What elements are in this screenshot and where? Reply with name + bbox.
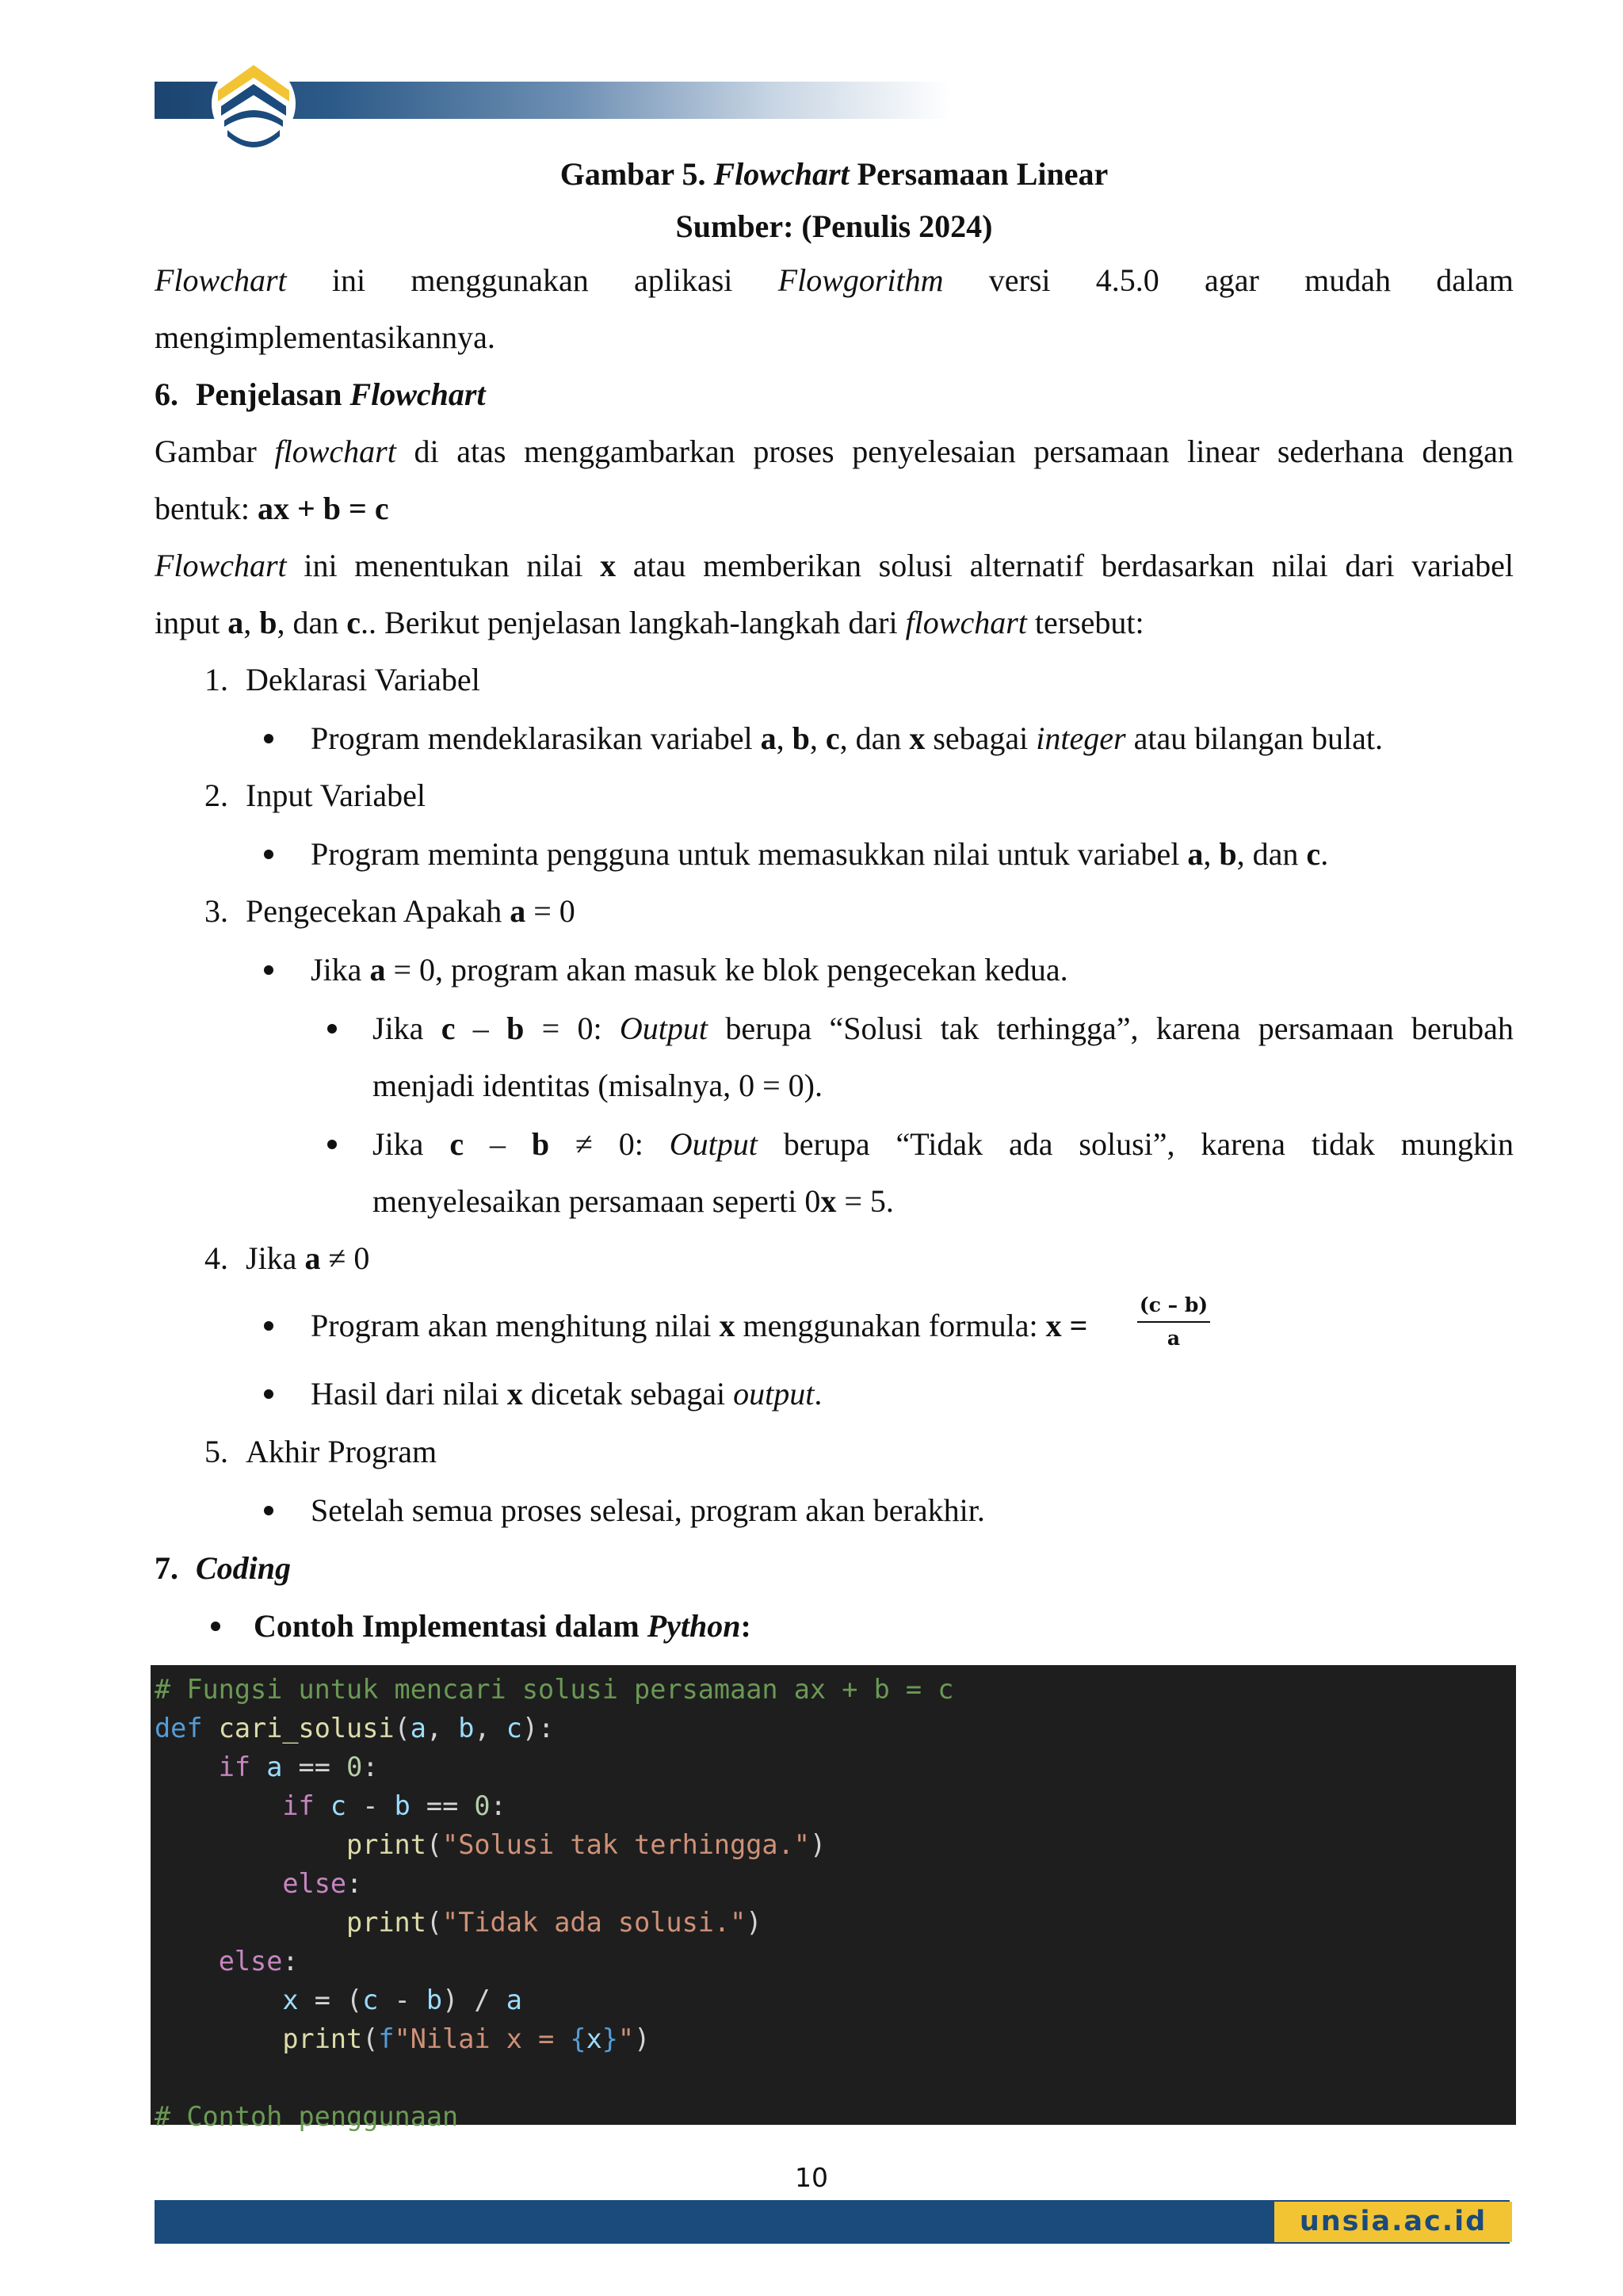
p2-text: input — [155, 605, 228, 640]
code-keyword: def — [155, 1713, 203, 1744]
sub-word: Output — [619, 1010, 708, 1046]
bullet-text: Jika — [311, 952, 370, 988]
p2-word: nilai — [526, 548, 583, 583]
var-x: x — [820, 1183, 837, 1219]
p2-word: variabel — [1411, 548, 1514, 583]
bullet-text: Program mendeklarasikan variabel — [311, 720, 761, 756]
intro-word: Flowgorithm — [777, 262, 944, 298]
step-title: Akhir Program — [246, 1434, 437, 1469]
var-c: c — [346, 605, 361, 640]
sub-word: b — [531, 1126, 550, 1162]
bullet-text: , — [1203, 836, 1220, 872]
bullet-icon — [264, 965, 273, 975]
bullet-text: , dan — [1236, 836, 1307, 872]
p2-italic: flowchart — [905, 605, 1027, 640]
p2-word: Flowchart — [155, 548, 287, 583]
sub-word: persamaan — [1258, 1010, 1394, 1046]
p2-word: alternatif — [969, 548, 1085, 583]
intro-word: agar — [1205, 262, 1259, 298]
footer-website: unsia.ac.id — [1274, 2202, 1512, 2242]
sub-word: “Solusi — [829, 1010, 923, 1046]
section-title: Penjelasan — [196, 376, 350, 412]
code-line-2: def cari_solusi(a, b, c): — [155, 1713, 555, 1744]
var-a: a — [304, 1240, 321, 1276]
step-1-heading — [204, 659, 480, 701]
code-var: c — [330, 1790, 347, 1821]
step-5-bullet: Setelah semua proses selesai, program akan berakhir. — [311, 1492, 985, 1528]
bullet-text: Hasil dari nilai — [311, 1376, 507, 1412]
bullet-text: atau bilangan bulat. — [1125, 720, 1383, 756]
step-2-heading — [204, 775, 426, 816]
code-function: print — [282, 2023, 363, 2054]
code-var: c — [362, 1985, 379, 2015]
code-function: print — [346, 1829, 426, 1860]
step-title: = 0 — [525, 893, 575, 929]
sub-word: 0: — [577, 1010, 602, 1046]
step-3-heading — [204, 891, 575, 932]
var-c: c — [1306, 836, 1321, 872]
sub-word: – — [472, 1010, 489, 1046]
code-keyword: if — [282, 1790, 315, 1821]
sub-word: ada — [1009, 1126, 1053, 1162]
intro-line-1 — [155, 260, 1514, 301]
sub-text: = 5. — [836, 1183, 894, 1219]
sub-word: terhingga”, — [996, 1010, 1139, 1046]
p1-word: persamaan — [1033, 434, 1170, 469]
step-2-bullet — [311, 834, 1328, 875]
code-keyword: else — [282, 1868, 347, 1899]
sub-word: berupa — [725, 1010, 812, 1046]
paragraph-1-line-1 — [155, 431, 1514, 472]
var-a: a — [227, 605, 244, 640]
bullet-text: , — [776, 720, 792, 756]
section-7-bullet — [254, 1606, 751, 1647]
code-fstring-prefix: f — [378, 2023, 395, 2054]
step-3-sub-2-line-2 — [372, 1181, 894, 1222]
page-number: 10 — [795, 2162, 828, 2193]
step-4-bullet-2 — [311, 1373, 822, 1415]
p1-word: sederhana — [1277, 434, 1404, 469]
sub-word: mungkin — [1400, 1126, 1514, 1162]
step-4-heading — [204, 1238, 369, 1279]
intro-word: mudah — [1304, 262, 1391, 298]
bullet-italic: integer — [1036, 720, 1126, 756]
bullet-text: . — [814, 1376, 823, 1412]
bullet-icon — [327, 1140, 337, 1149]
sub-word: tak — [940, 1010, 980, 1046]
step-3-sub-1-line-1 — [372, 1008, 1514, 1049]
code-line-4: if c - b == 0: — [282, 1790, 506, 1821]
step-title: Jika — [246, 1240, 305, 1276]
p2-word: menentukan — [354, 548, 510, 583]
code-var: a — [266, 1752, 283, 1782]
sub-word: Output — [669, 1126, 758, 1162]
step-number: 2. — [204, 777, 228, 813]
p2-text: , — [243, 605, 260, 640]
step-1-bullet — [311, 718, 1383, 759]
source-text: Sumber: (Penulis 2024) — [675, 208, 993, 244]
formula-fraction — [1137, 1292, 1210, 1350]
figure-caption — [155, 154, 1514, 195]
sub-word: Jika — [372, 1010, 424, 1046]
bullet-icon — [211, 1622, 220, 1631]
bullet-icon — [327, 1024, 337, 1033]
p2-word: berdasarkan — [1101, 548, 1254, 583]
var-a: a — [510, 893, 526, 929]
p1-word: di — [414, 434, 439, 469]
p1-word: atas — [456, 434, 506, 469]
fraction-denominator: a — [1167, 1327, 1181, 1350]
paragraph-1-line-2 — [155, 488, 1514, 529]
p1-word: linear — [1187, 434, 1260, 469]
code-param: b — [458, 1713, 475, 1744]
sub-word: c — [441, 1010, 456, 1046]
sub-word: – — [489, 1126, 506, 1162]
step-number: 1. — [204, 662, 228, 697]
sub-word: karena — [1155, 1010, 1241, 1046]
p2-text: tersebut: — [1026, 605, 1144, 640]
code-string: "Nilai x = — [394, 2023, 571, 2054]
code-line-5: print("Solusi tak terhingga.") — [346, 1829, 827, 1860]
bullet-text: = 0, program akan masuk ke blok pengecekan kedua. — [385, 952, 1068, 988]
sub-word: c — [449, 1126, 464, 1162]
caption-italic: Flowchart — [713, 156, 850, 192]
code-line-3: if a == 0: — [218, 1752, 379, 1782]
code-line-12 — [155, 2097, 458, 2136]
var-x: x — [909, 720, 926, 756]
fraction-numerator: (c – b) — [1139, 1293, 1209, 1316]
bullet-italic: output — [733, 1376, 815, 1412]
code-param: a — [410, 1713, 426, 1744]
university-logo-icon — [210, 60, 297, 147]
sub-word: “Tidak — [896, 1126, 983, 1162]
code-string: "Tidak ada solusi." — [442, 1907, 747, 1938]
sub-word: b — [506, 1010, 525, 1046]
p2-word: solusi — [878, 548, 953, 583]
section-7-heading — [155, 1548, 1514, 1589]
formula-lhs: x = — [1045, 1308, 1088, 1343]
step-3-sub-1-line-2: menjadi identitas (misalnya, 0 = 0). — [372, 1068, 823, 1103]
step-title: Pengecekan Apakah — [246, 893, 510, 929]
step-title: Input Variabel — [246, 777, 426, 813]
p1-word: proses — [753, 434, 834, 469]
var-c: c — [825, 720, 840, 756]
bullet-icon — [264, 850, 273, 859]
p2-text: .. Berikut penjelasan langkah-langkah dari — [361, 605, 906, 640]
code-number: 0 — [346, 1752, 363, 1782]
figure-source — [155, 206, 1514, 247]
p2-word: ini — [304, 548, 338, 583]
code-comment: # Contoh penggunaan — [155, 2101, 459, 2132]
intro-word: ini — [331, 262, 366, 298]
var-x: x — [719, 1308, 735, 1343]
step-3-bullet — [311, 949, 1068, 991]
code-function: print — [346, 1907, 426, 1938]
p1-word: Gambar — [155, 434, 257, 469]
code-line-10: print(f"Nilai x = {x}") — [282, 2023, 651, 2054]
code-var: a — [506, 1985, 522, 2015]
step-number: 5. — [204, 1434, 228, 1469]
code-string: " — [617, 2023, 635, 2054]
bullet-icon — [264, 1321, 273, 1331]
intro-word: dalam — [1436, 262, 1514, 298]
paragraph-2-line-2 — [155, 602, 1514, 644]
code-var: b — [394, 1790, 411, 1821]
var-a: a — [1187, 836, 1204, 872]
step-number: 4. — [204, 1240, 228, 1276]
bullet-icon — [264, 734, 273, 743]
sub-text: menyelesaikan persamaan seperti 0 — [372, 1183, 821, 1219]
code-line-6: else: — [282, 1868, 363, 1899]
step-number: 3. — [204, 893, 228, 929]
sub-word: solusi”, — [1079, 1126, 1175, 1162]
caption-prefix: Gambar 5. — [559, 156, 714, 192]
intro-word: 4.5.0 — [1095, 262, 1159, 298]
code-line-7: print("Tidak ada solusi.") — [346, 1907, 762, 1938]
var-b: b — [792, 720, 810, 756]
code-comment: # Fungsi untuk mencari solusi persamaan ax + b = c — [155, 1674, 954, 1705]
sub-word: berubah — [1411, 1010, 1514, 1046]
bullet-text: sebagai — [925, 720, 1037, 756]
p2-word: dari — [1345, 548, 1395, 583]
code-line-9: x = (c - b) / a — [282, 1985, 522, 2015]
fraction-bar — [1137, 1321, 1210, 1323]
code-string: "Solusi tak terhingga." — [442, 1829, 810, 1860]
code-line-8: else: — [218, 1946, 299, 1977]
sub-word: berupa — [783, 1126, 870, 1162]
code-number: 0 — [474, 1790, 491, 1821]
bullet-text: Contoh Implementasi dalam — [254, 1608, 647, 1644]
sub-word: tidak — [1311, 1126, 1375, 1162]
paragraph-2-line-1 — [155, 545, 1514, 586]
code-line-1 — [155, 1670, 953, 1709]
code-keyword: if — [218, 1752, 251, 1782]
bullet-text: , — [809, 720, 826, 756]
step-5-heading — [204, 1431, 437, 1473]
equation-text: ax + b = c — [257, 491, 389, 526]
code-param: c — [506, 1713, 522, 1744]
bullet-text: Program meminta pengguna untuk memasukkan nilai untuk variabel — [311, 836, 1188, 872]
bullet-text: Program akan menghitung nilai — [311, 1308, 720, 1343]
intro-word: menggunakan — [411, 262, 589, 298]
bullet-text: , dan — [839, 720, 910, 756]
p1-text: bentuk: — [155, 491, 258, 526]
code-var: x — [586, 2023, 602, 2054]
intro-word: Flowchart — [155, 262, 287, 298]
bullet-icon — [264, 1389, 273, 1399]
p1-word: flowchart — [274, 434, 396, 469]
p2-word: x — [600, 548, 617, 583]
p2-word: nilai — [1271, 548, 1328, 583]
step-title: ≠ 0 — [320, 1240, 370, 1276]
var-b: b — [259, 605, 277, 640]
bullet-text: dicetak sebagai — [522, 1376, 734, 1412]
step-3-sub-2-line-1 — [372, 1124, 1514, 1165]
p1-word: menggambarkan — [524, 434, 735, 469]
var-a: a — [760, 720, 777, 756]
section-number: 7. — [155, 1550, 178, 1586]
p2-text: , dan — [277, 605, 347, 640]
p2-word: memberikan — [703, 548, 861, 583]
sub-word: ≠ — [575, 1126, 593, 1162]
code-function: cari_solusi — [218, 1713, 395, 1744]
section-6-heading — [155, 374, 1514, 415]
bullet-italic: Python — [647, 1608, 741, 1644]
p1-word: dengan — [1422, 434, 1514, 469]
bullet-icon — [264, 1506, 273, 1515]
section-title-italic: Flowchart — [349, 376, 486, 412]
var-a: a — [369, 952, 386, 988]
var-b: b — [1219, 836, 1237, 872]
bullet-text: : — [740, 1608, 751, 1644]
intro-line-2: mengimplementasikannya. — [155, 319, 495, 355]
intro-word: aplikasi — [633, 262, 733, 298]
bullet-text: menggunakan formula: — [735, 1308, 1046, 1343]
var-x: x — [506, 1376, 523, 1412]
step-4-bullet-1 — [311, 1305, 1087, 1347]
section-number: 6. — [155, 376, 178, 412]
sub-word: karena — [1201, 1126, 1285, 1162]
sub-word: Jika — [372, 1126, 424, 1162]
sub-word: 0: — [618, 1126, 643, 1162]
caption-suffix: Persamaan Linear — [849, 156, 1109, 192]
step-title: Deklarasi Variabel — [246, 662, 480, 697]
p1-word: penyelesaian — [852, 434, 1016, 469]
code-keyword: else — [218, 1946, 283, 1977]
section-title: Coding — [196, 1550, 292, 1586]
p2-word: atau — [632, 548, 686, 583]
sub-word: = — [541, 1010, 560, 1046]
code-var: b — [426, 1985, 443, 2015]
intro-word: versi — [988, 262, 1051, 298]
code-var: x — [282, 1985, 299, 2015]
bullet-text: . — [1320, 836, 1329, 872]
